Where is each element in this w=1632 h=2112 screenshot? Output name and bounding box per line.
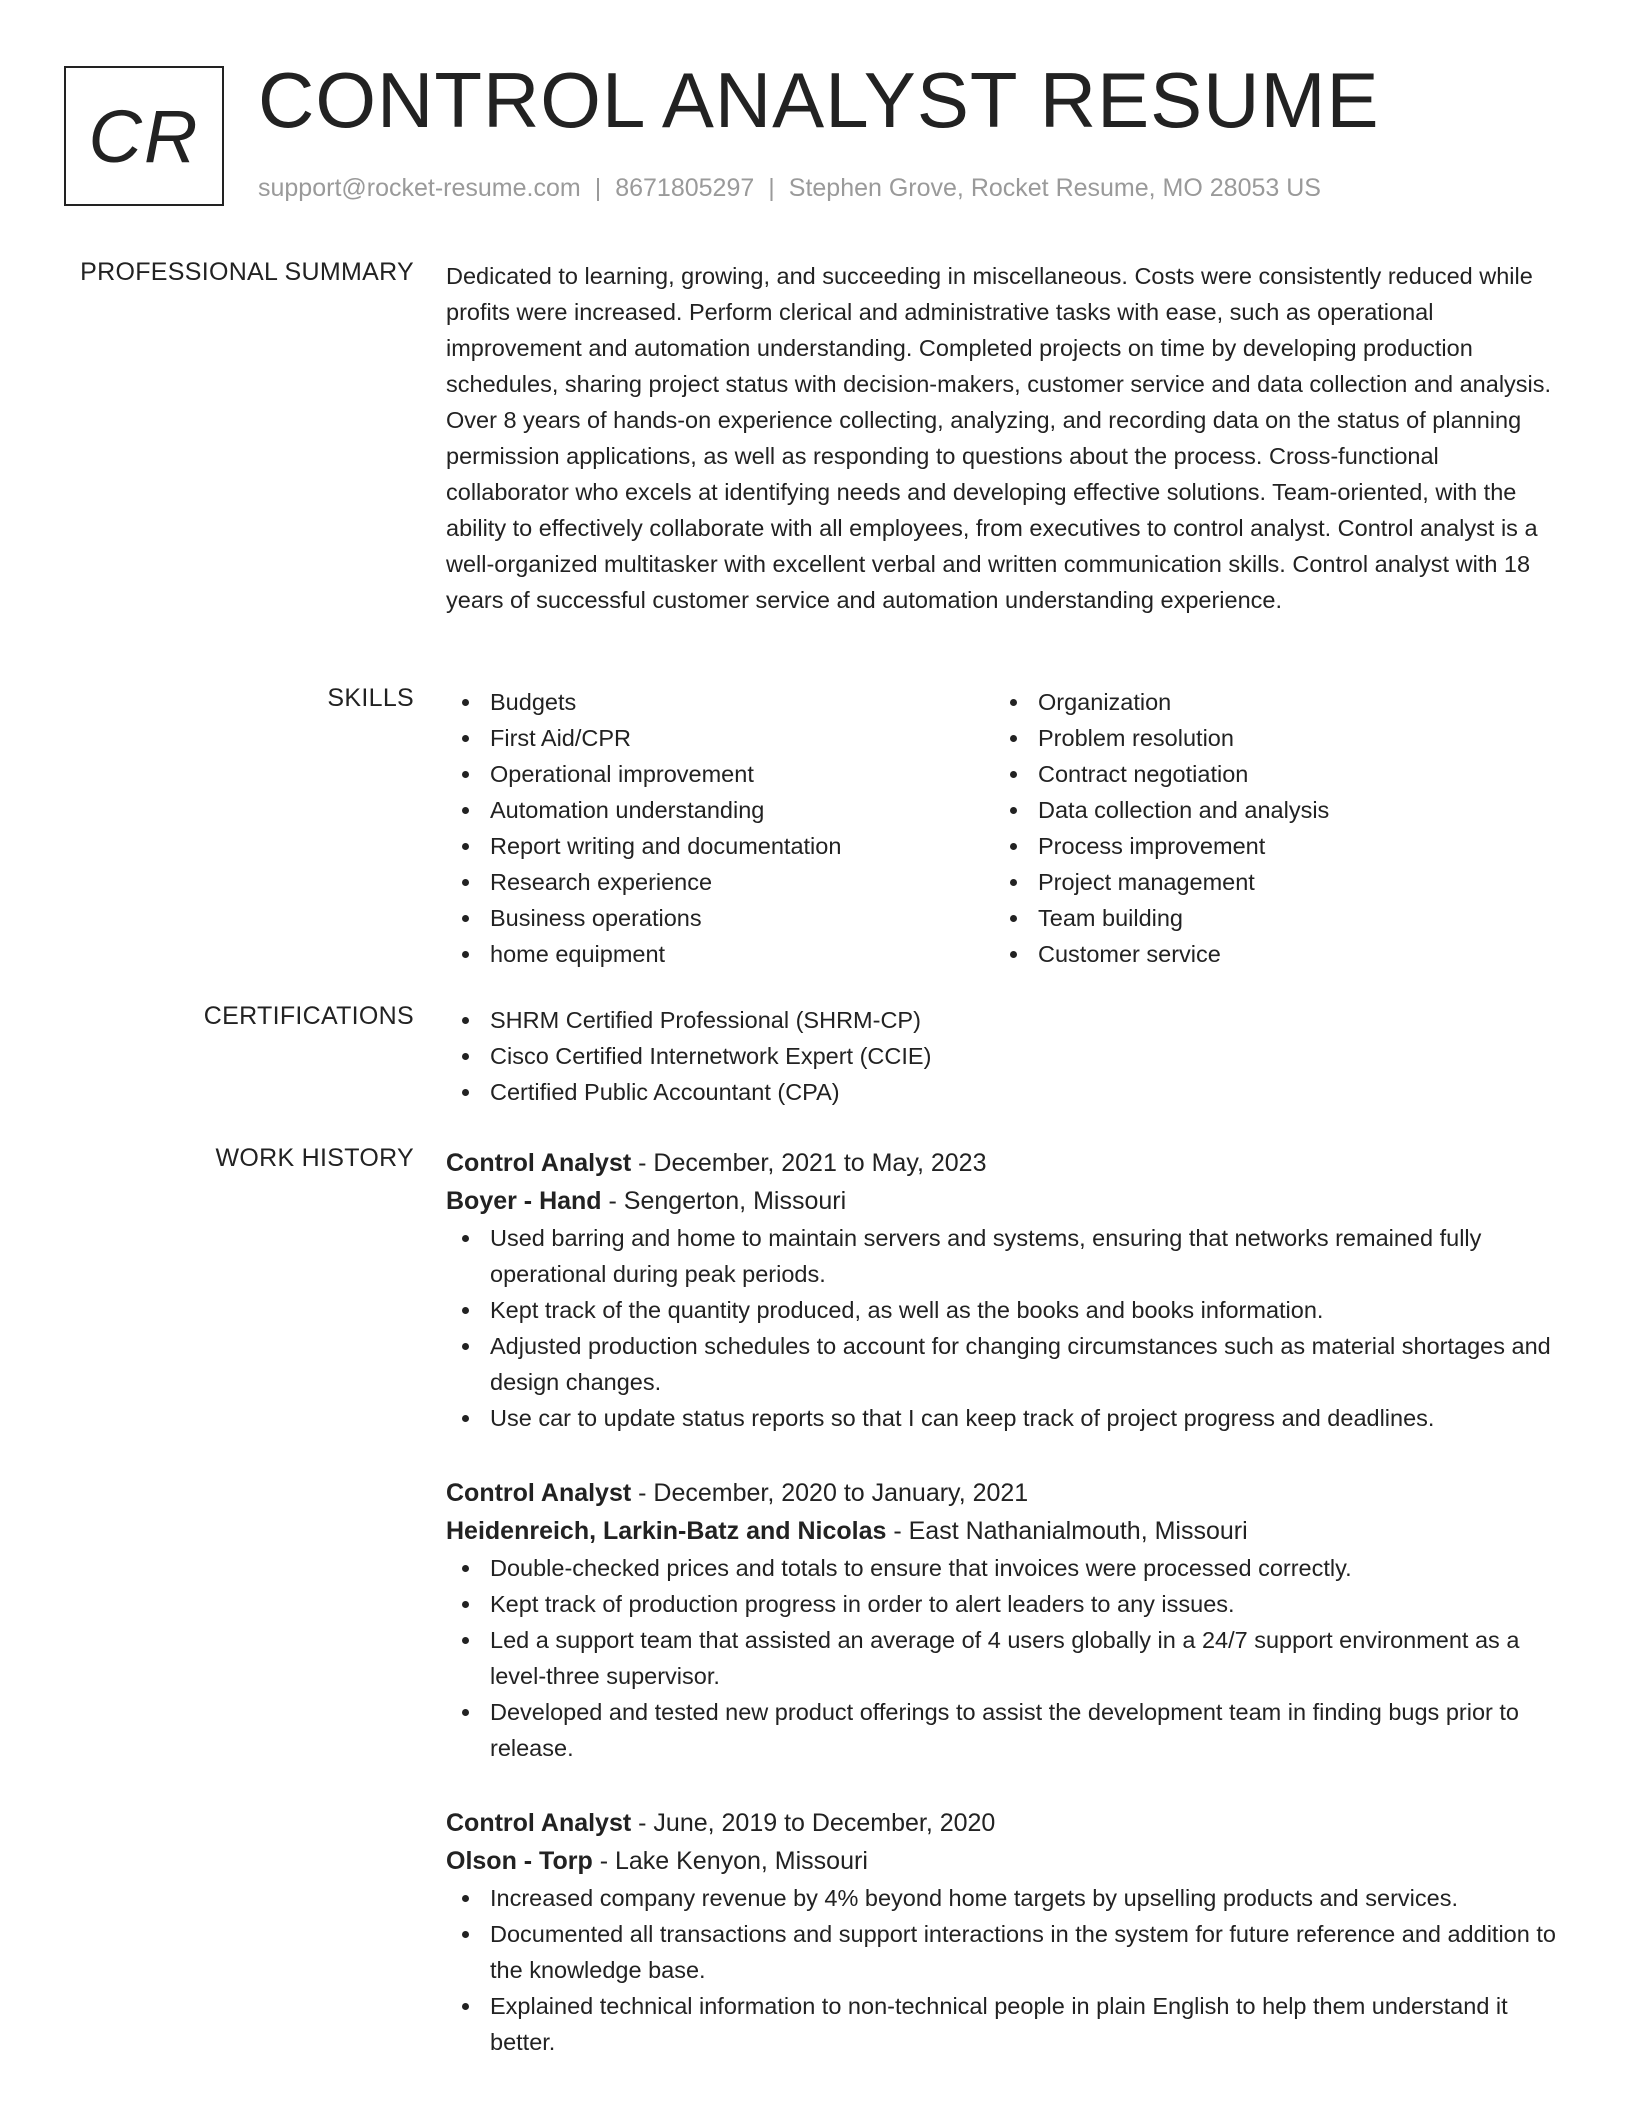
job-bullet-item: Use car to update status reports so that I can keep track of project progress and deadlines.	[446, 1400, 1566, 1436]
job-entry	[446, 1144, 1566, 1436]
job-bullet-item: Used barring and home to maintain servers and systems, ensuring that networks remained fully operational during peak periods.	[446, 1220, 1566, 1292]
job-entry	[446, 1804, 1566, 2060]
job-title: Control Analyst	[446, 1479, 632, 1507]
job-dates: - June, 2019 to December, 2020	[631, 1809, 996, 1837]
job-bullet-item: Adjusted production schedules to account for changing circumstances such as material shortages and design changes.	[446, 1328, 1566, 1400]
job-bullet-item: Increased company revenue by 4% beyond home targets by upselling products and services.	[446, 1880, 1566, 1916]
job-bullets	[446, 1550, 1566, 1766]
job-bullet-item: Double-checked prices and totals to ensure that invoices were processed correctly.	[446, 1550, 1566, 1586]
skill-item: Research experience	[446, 864, 994, 900]
job-company-line	[446, 1512, 1566, 1550]
skill-item: Business operations	[446, 900, 994, 936]
skills-grid	[446, 684, 1566, 972]
job-bullets	[446, 1880, 1566, 2060]
job-entry	[446, 1474, 1566, 1766]
certifications-list	[446, 1002, 1566, 1110]
skill-item: Contract negotiation	[994, 756, 1542, 792]
contact-phone: 8671805297	[615, 174, 755, 202]
contact-email: support@rocket-resume.com	[258, 174, 581, 202]
contact-address: Stephen Grove, Rocket Resume, MO 28053 US	[788, 174, 1321, 202]
job-dates: - December, 2021 to May, 2023	[631, 1149, 987, 1177]
job-company: Boyer - Hand	[446, 1187, 602, 1215]
contact-separator: |	[768, 174, 775, 202]
job-location: - Sengerton, Missouri	[601, 1187, 847, 1215]
skill-item: Budgets	[446, 684, 994, 720]
job-title-line	[446, 1144, 1566, 1182]
skill-item: First Aid/CPR	[446, 720, 994, 756]
work-history-heading: WORK HISTORY	[215, 1144, 414, 1172]
job-company: Olson - Torp	[446, 1847, 593, 1875]
job-bullet-item: Documented all transactions and support interactions in the system for future reference and addition to the knowledge base.	[446, 1916, 1566, 1988]
page-title: CONTROL ANALYST RESUME	[258, 56, 1380, 144]
skill-item: home equipment	[446, 936, 994, 972]
job-title-line	[446, 1804, 1566, 1842]
skill-item: Operational improvement	[446, 756, 994, 792]
job-bullet-item: Explained technical information to non-technical people in plain English to help them understand it better.	[446, 1988, 1566, 2060]
certification-item: Cisco Certified Internetwork Expert (CCIE)	[446, 1038, 1566, 1074]
job-company: Heidenreich, Larkin-Batz and Nicolas	[446, 1517, 887, 1545]
skills-body	[446, 684, 1566, 972]
job-location: - Lake Kenyon, Missouri	[592, 1847, 868, 1875]
job-bullet-item: Led a support team that assisted an average of 4 users globally in a 24/7 support environment as a level-three supervisor.	[446, 1622, 1566, 1694]
skill-item: Report writing and documentation	[446, 828, 994, 864]
skill-item: Problem resolution	[994, 720, 1542, 756]
skill-item: Team building	[994, 900, 1542, 936]
contact-separator: |	[594, 174, 602, 202]
job-bullet-item: Kept track of production progress in order to alert leaders to any issues.	[446, 1586, 1566, 1622]
job-company-line	[446, 1182, 1566, 1220]
skills-right-list	[994, 684, 1542, 972]
job-title: Control Analyst	[446, 1149, 632, 1177]
certification-item: SHRM Certified Professional (SHRM-CP)	[446, 1002, 1566, 1038]
summary-body	[446, 258, 1566, 618]
skills-left-list	[446, 684, 994, 972]
job-dates: - December, 2020 to January, 2021	[631, 1479, 1029, 1507]
job-bullets	[446, 1220, 1566, 1436]
skill-item: Organization	[994, 684, 1542, 720]
job-company-line	[446, 1842, 1566, 1880]
certification-item: Certified Public Accountant (CPA)	[446, 1074, 1566, 1110]
skill-item: Process improvement	[994, 828, 1542, 864]
skill-item: Data collection and analysis	[994, 792, 1542, 828]
skill-item: Customer service	[994, 936, 1542, 972]
skill-item: Project management	[994, 864, 1542, 900]
certifications-body	[446, 1002, 1566, 1110]
job-bullet-item: Kept track of the quantity produced, as well as the books and books information.	[446, 1292, 1566, 1328]
job-bullet-item: Developed and tested new product offerings to assist the development team in finding bugs prior to release.	[446, 1694, 1566, 1766]
skills-heading: SKILLS	[327, 684, 414, 712]
contact-line	[258, 174, 1321, 203]
certifications-heading: CERTIFICATIONS	[203, 1002, 414, 1030]
summary-heading: PROFESSIONAL SUMMARY	[80, 258, 414, 286]
summary-text: Dedicated to learning, growing, and succeeding in miscellaneous. Costs were consistently reduced while profits were increased. Perform clerical and administrative tasks with ease, such as operational improvement and automation understanding. Completed projects on time by developing production schedules, sharing project status with decision-makers, customer service and data collection and analysis. Over 8 years of hands-on experience collecting, analyzing, and recording data on the status of planning permission applications, as well as responding to questions about the process. Cross-functional collaborator who excels at identifying needs and developing effective solutions. Team-oriented, with the ability to effectively collaborate with all employees, from executives to control analyst. Control analyst is a well-organized multitasker with excellent verbal and written communication skills. Control analyst with 18 years of successful customer service and automation understanding experience.	[446, 263, 1552, 613]
job-title-line	[446, 1474, 1566, 1512]
job-location: - East Nathanialmouth, Missouri	[886, 1517, 1248, 1545]
monogram-logo: CR	[64, 66, 224, 206]
work-history-body	[446, 1144, 1566, 2098]
job-title: Control Analyst	[446, 1809, 632, 1837]
skill-item: Automation understanding	[446, 792, 994, 828]
